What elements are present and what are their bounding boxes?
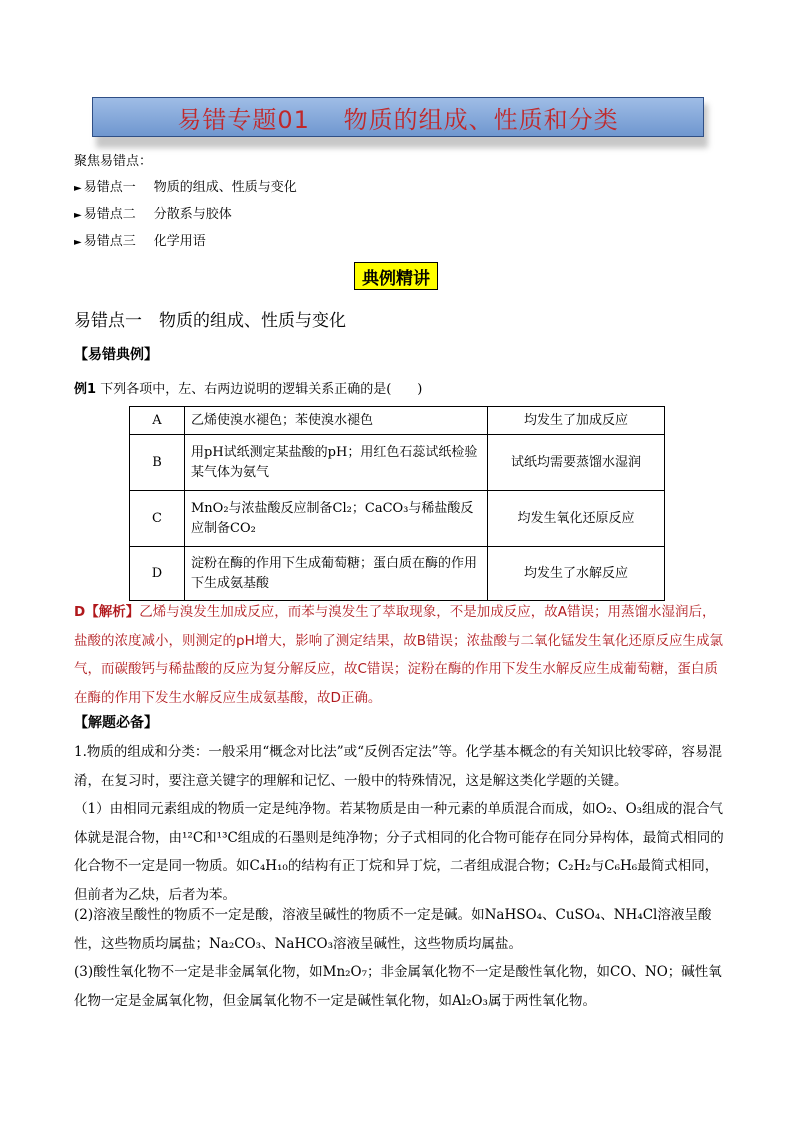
- options-table: [129, 406, 665, 601]
- title-banner: [92, 97, 704, 137]
- table-row: C MnO₂与浓盐酸反应制备Cl₂；CaCO₃与稀盐酸反应制备CO₂ 均发生氧化还原反应: [130, 491, 665, 547]
- analysis-paragraph: [74, 598, 726, 712]
- question-prefix: 例1: [74, 382, 97, 397]
- answer-label: D【解析】: [74, 604, 140, 620]
- triangle-bullet-icon: ►: [74, 183, 82, 194]
- note-paragraph-4: (3)酸性氧化物不一定是非金属氧化物，如Mn₂O₇；非金属氧化物不一定是酸性氧化物，如CO、NO；碱性氧化物一定是金属氧化物，但金属氧化物不一定是碱性氧化物，如Al₂O₃属于两性氧化物。: [74, 964, 722, 1009]
- table-row: B 用pH试纸测定某盐酸的pH；用红色石蕊试纸检验某气体为氨气 试纸均需要蒸馏水湿润: [130, 435, 665, 491]
- note-paragraph-3: (2)溶液呈酸性的物质不一定是酸，溶液呈碱性的物质不一定是碱。如NaHSO₄、CuSO₄、NH₄Cl溶液呈酸性，这些物质均属盐；Na₂CO₃、NaHCO₃溶液呈碱性，这些物质均属盐。: [74, 907, 712, 952]
- question: [74, 378, 422, 397]
- table-row: D 淀粉在酶的作用下生成葡萄糖；蛋白质在酶的作用下生成氨基酸 均发生了水解反应: [130, 547, 665, 601]
- banner-title: 易错专题01 物质的组成、性质和分类: [177, 105, 619, 134]
- solve-tag: 【解题必备】: [74, 715, 158, 731]
- focus-item: ► 易错点二 分散系与胶体: [74, 207, 232, 222]
- analysis-text: 乙烯与溴发生加成反应，而苯与溴发生了萃取现象，不是加成反应，故A错误；用蒸馏水湿润后，盐酸的浓度减小，则测定的pH增大，影响了测定结果，故B错误；浓盐酸与二氧化锰发生氧化还原反应生成氯气，而碳酸钙与稀盐酸的反应为复分解反应，故C错误；淀粉在酶的作用下发生水解反应生成葡萄糖，蛋白质在酶的作用下发生水解反应生成氨基酸，故D正确。: [74, 604, 723, 706]
- note-paragraph-2: （1）由相同元素组成的物质一定是纯净物。若某物质是由一种元素的单质混合而成，如O₂、O₃组成的混合气体就是混合物，由¹²C和¹³C组成的石墨则是纯净物；分子式相同的化合物可能存在同分异构体，最简式相同的化合物不一定是同一物质。如C₄H₁₀的结构有正丁烷和异丁烷，二者组成混合物；C₂H₂与C₆H₆最简式相同，但前者为乙炔，后者为苯。: [74, 801, 724, 903]
- section-title: 易错点一 物质的组成、性质与变化: [74, 311, 346, 331]
- triangle-bullet-icon: ►: [74, 237, 82, 248]
- question-text: 下列各项中，左、右两边说明的逻辑关系正确的是( ): [100, 382, 423, 397]
- example-tag: 【易错典例】: [74, 347, 158, 363]
- example-label-box: 典例精讲: [354, 262, 438, 290]
- triangle-bullet-icon: ►: [74, 210, 82, 221]
- focus-heading: 聚焦易错点：: [74, 154, 153, 169]
- focus-item: ► 易错点三 化学用语: [74, 234, 206, 249]
- note-paragraph-1: 1.物质的组成和分类：一般采用“概念对比法”或“反例否定法”等。化学基本概念的有关知识比较零碎，容易混淆，在复习时，要注意关键字的理解和记忆、一般中的特殊情况，这是解这类化学题的关键。: [74, 744, 722, 789]
- table-row: A 乙烯使溴水褪色；苯使溴水褪色 均发生了加成反应: [130, 407, 665, 435]
- focus-item: ► 易错点一 物质的组成、性质与变化: [74, 180, 297, 195]
- focus-list: [74, 178, 297, 259]
